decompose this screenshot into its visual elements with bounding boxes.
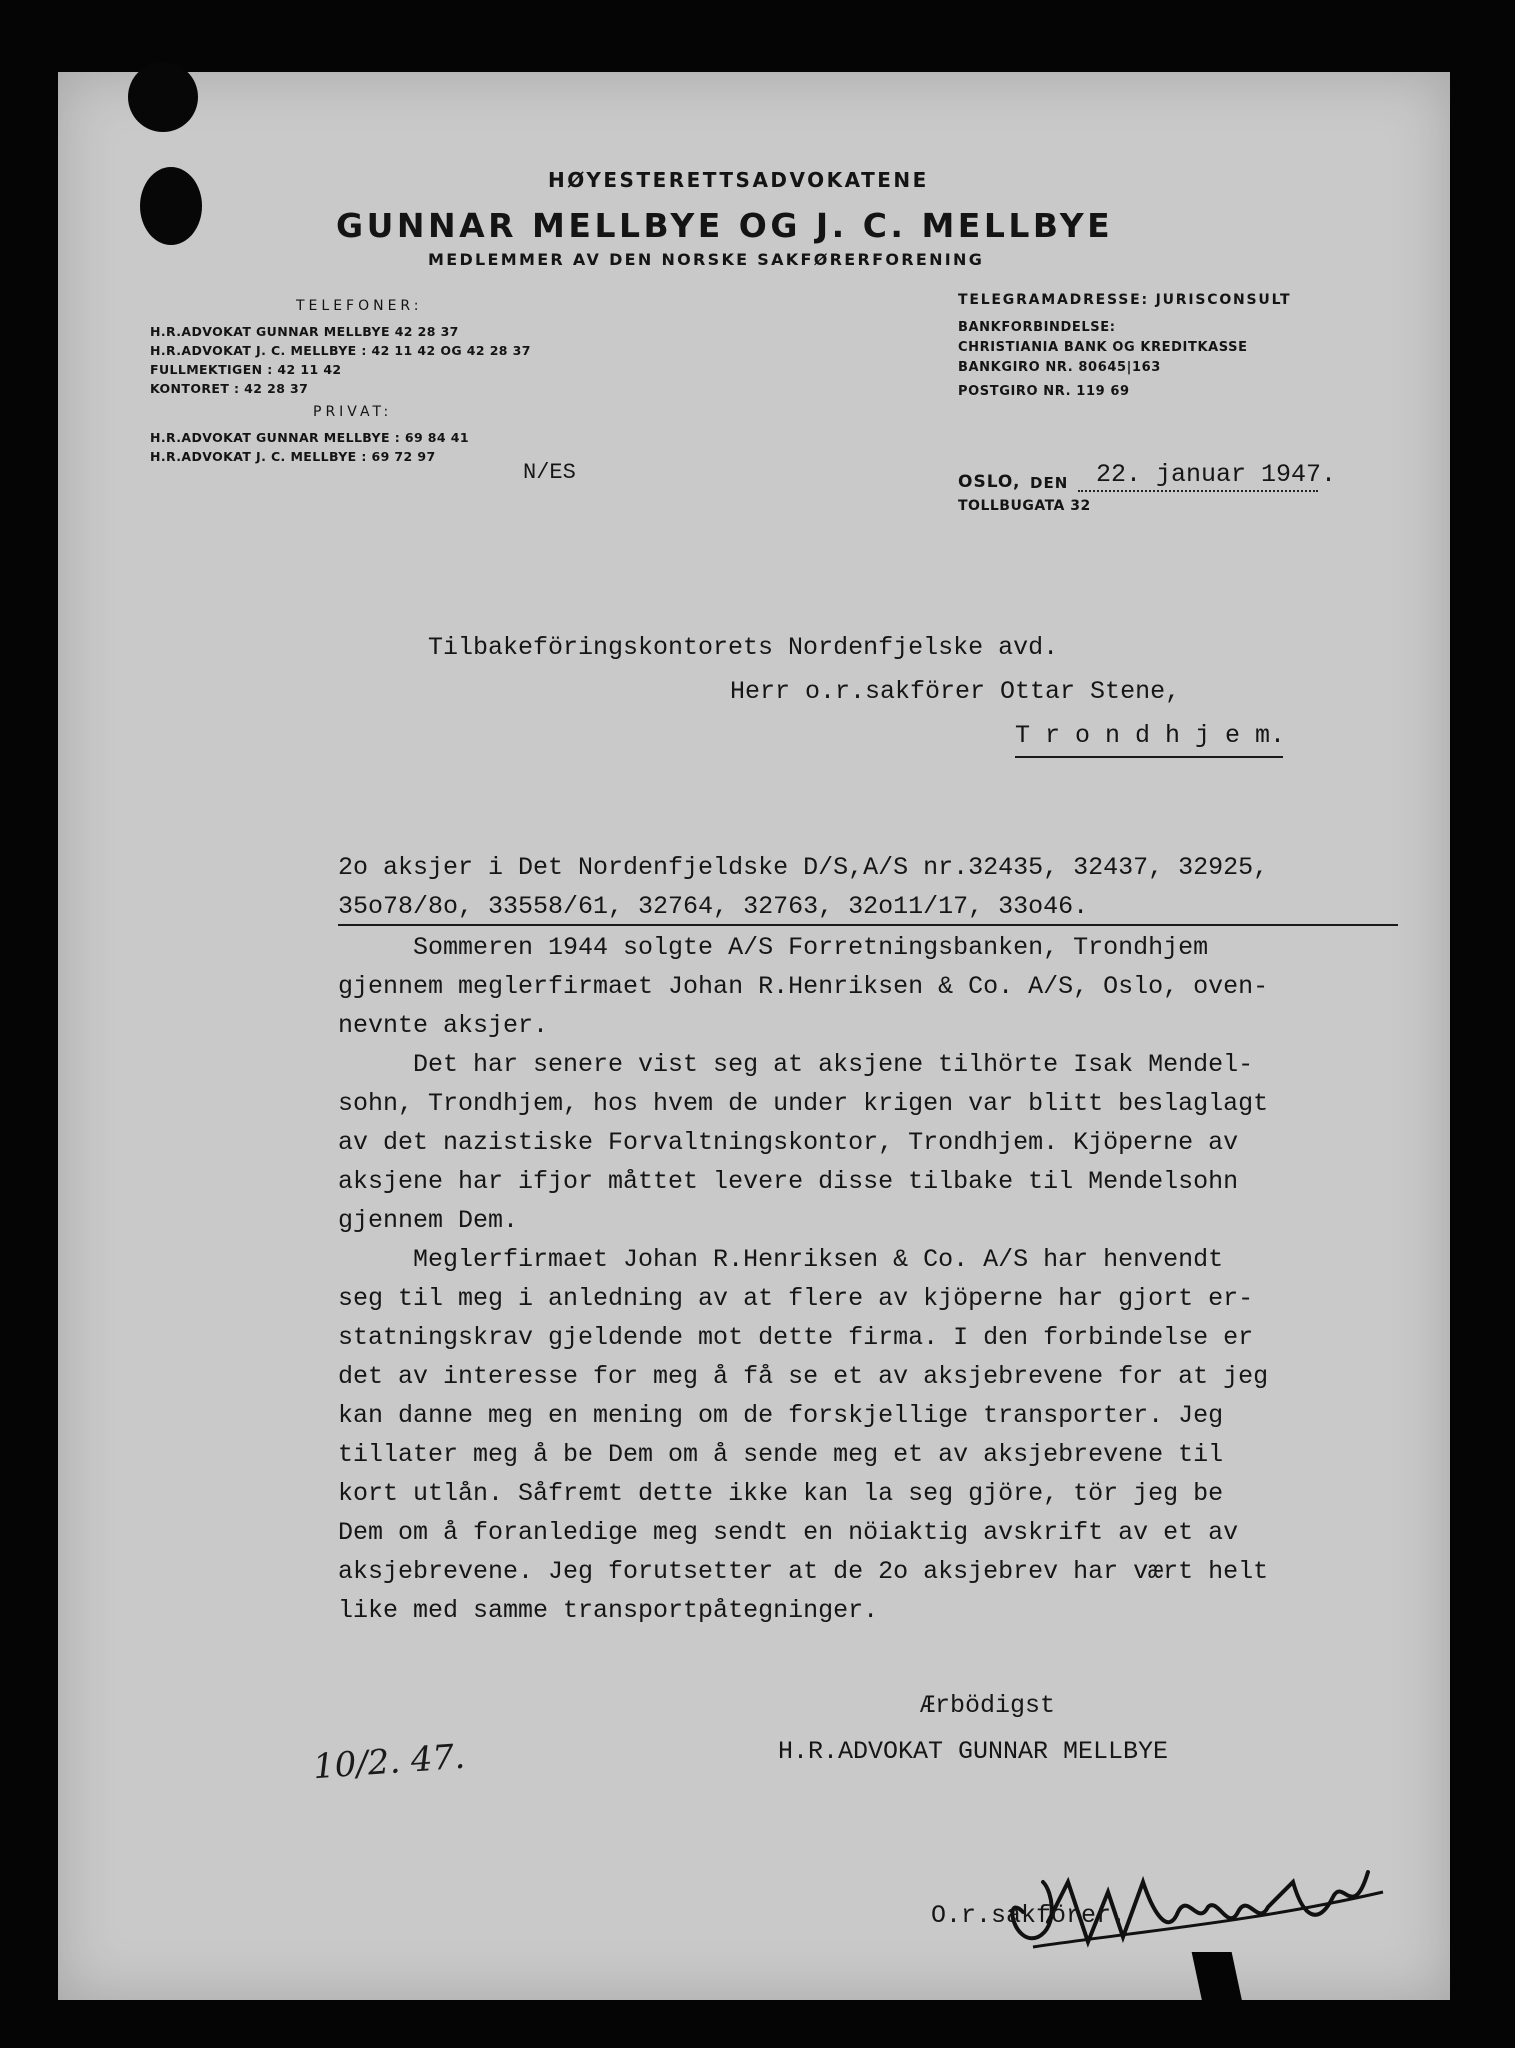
body-line: gjennem meglerfirmaet Johan R.Henriksen & Co. A/S, Oslo, oven- [338,972,1269,1001]
membership-line: MEDLEMMER AV DEN NORSKE SAKFØRERFORENING [428,250,985,269]
body-line: sohn, Trondhjem, hos hvem de under krigen var blitt beslaglagt [338,1089,1269,1118]
private-phone-line: H.R.ADVOKAT J. C. MELLBYE : 69 72 97 [150,449,436,464]
firm-name: GUNNAR MELLBYE OG J. C. MELLBYE [336,206,1114,245]
sender-title: O.r.sakförer. [931,1901,1127,1930]
city-underline [1015,756,1283,758]
subject-line: 2o aksjer i Det Nordenfjeldske D/S,A/S nr.32435, 32437, 32925, [338,853,1269,882]
body-line: Det har senere vist seg at aksjene tilhörte Isak Mendel- [338,1050,1254,1079]
street-address: TOLLBUGATA 32 [958,498,1091,514]
postgiro: POSTGIRO NR. 119 69 [958,384,1130,399]
body-line: aksjene har ifjor måttet levere disse tilbake til Mendelsohn [338,1167,1239,1196]
phone-line: H.R.ADVOKAT J. C. MELLBYE : 42 11 42 OG 42 28 37 [150,343,531,358]
letter-paper [58,72,1450,2000]
telegram-address: TELEGRAMADRESSE: JURISCONSULT [958,292,1292,308]
phones-heading: TELEFONER: [296,298,423,314]
private-heading: PRIVAT: [313,404,393,420]
bank-heading: BANKFORBINDELSE: [958,320,1116,335]
reference-initials: N/ES [523,460,576,485]
recipient-line: Herr o.r.sakförer Ottar Stene, [730,677,1181,706]
body-line: Meglerfirmaet Johan R.Henriksen & Co. A/S har henvendt [338,1245,1224,1274]
sender-name: H.R.ADVOKAT GUNNAR MELLBYE [778,1737,1169,1766]
body-line: seg til meg i anledning av at flere av kjöperne har gjort er- [338,1284,1254,1313]
body-line: like med samme transportpåtegninger. [338,1596,879,1625]
body-line: kort utlån. Såfremt dette ikke kan la seg gjöre, tör jeg be [338,1479,1224,1508]
bank-name: CHRISTIANIA BANK OG KREDITKASSE [958,340,1248,355]
dateline-place: OSLO, [958,472,1021,492]
bankgiro: BANKGIRO NR. 80645|163 [958,360,1161,375]
punch-hole-bottom [140,167,202,245]
phone-line: FULLMEKTIGEN : 42 11 42 [150,362,342,377]
private-phone-line: H.R.ADVOKAT GUNNAR MELLBYE : 69 84 41 [150,430,469,445]
body-line: av det nazistiske Forvaltningskontor, Trondhjem. Kjöperne av [338,1128,1239,1157]
closing-greeting: Ærbödigst [920,1691,1056,1720]
body-line: statningskrav gjeldende mot dette firma. I den forbindelse er [338,1323,1254,1352]
body-line: Dem om å foranledige meg sendt en nöiaktig avskrift av et av [338,1518,1239,1547]
date-dotted-line [1078,490,1318,492]
body-line: nevnte aksjer. [338,1011,549,1040]
body-line: tillater meg å be Dem om å sende meg et av aksjebrevene til [338,1440,1224,1469]
subject-line: 35o78/8o, 33558/61, 32764, 32763, 32o11/17, 33o46. [338,892,1089,921]
handwritten-date-note: 10/2. 47. [311,1736,467,1788]
recipient-city: T r o n d h j e m. [1015,721,1286,750]
phone-line: KONTORET : 42 28 37 [150,381,309,396]
subject-underline [338,924,1398,926]
body-line: gjennem Dem. [338,1206,519,1235]
body-line: det av interesse for meg å få se et av aksjebrevene for at jeg [338,1362,1269,1391]
recipient-line: Tilbakeföringskontorets Nordenfjelske avd. [428,633,1059,662]
dateline-den: DEN [1030,474,1069,492]
body-line: aksjebrevene. Jeg forutsetter at de 2o aksjebrev har vært helt [338,1557,1269,1586]
letter-date: 22. januar 1947. [1096,460,1337,489]
letterhead-title: HØYESTERETTSADVOKATENE [548,168,929,192]
punch-hole-top [128,62,198,132]
body-line: kan danne meg en mening om de forskjellige transporter. Jeg [338,1401,1224,1430]
phone-line: H.R.ADVOKAT GUNNAR MELLBYE 42 28 37 [150,324,459,339]
body-line: Sommeren 1944 solgte A/S Forretningsbanken, Trondhjem [338,933,1209,962]
